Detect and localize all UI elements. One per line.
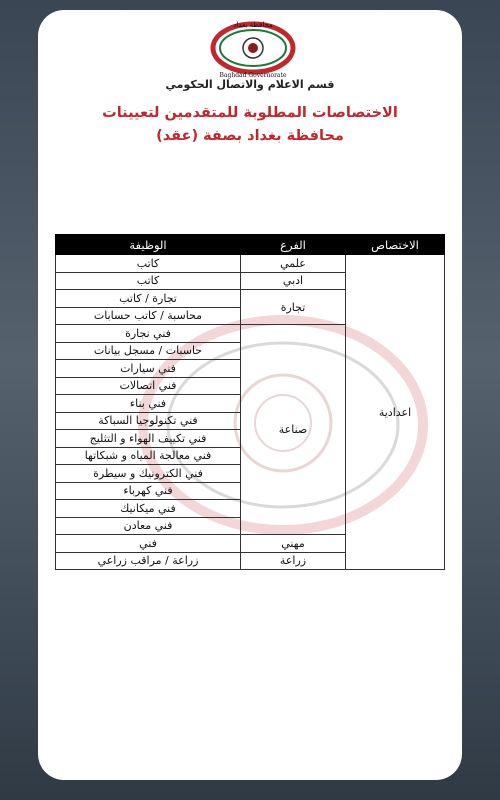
header-job: الوظيفة xyxy=(56,235,241,255)
branch-cell: ادبي xyxy=(241,272,346,290)
header-specialization: الاختصاص xyxy=(346,235,445,255)
job-cell: فني ميكانيك xyxy=(56,500,241,518)
job-cell: فني اتصالات xyxy=(56,377,241,395)
branch-cell: مهني xyxy=(241,535,346,553)
job-cell: فني بناء xyxy=(56,395,241,413)
job-cell: زراعة / مراقب زراعي xyxy=(56,552,241,570)
job-cell: فني سيارات xyxy=(56,360,241,378)
logo-arabic-text: محافظة بغداد xyxy=(233,21,273,29)
specializations-table xyxy=(55,234,445,570)
table-body xyxy=(56,255,445,570)
specialization-cell: اعدادية xyxy=(346,255,445,570)
job-cell: تجارة / كاتب xyxy=(56,290,241,308)
page-title-line2: محافظة بغداد بصفة (عقد) xyxy=(156,128,344,144)
job-cell: فني معادن xyxy=(56,517,241,535)
job-cell: محاسبة / كاتب حسابات xyxy=(56,307,241,325)
job-cell: فني معالجة المياه و شبكاتها xyxy=(56,447,241,465)
job-cell: فني تكنولوجيا السباكة xyxy=(56,412,241,430)
baghdad-governorate-logo xyxy=(208,18,298,80)
job-cell: فني كهرباء xyxy=(56,482,241,500)
job-cell: فني نجارة xyxy=(56,325,241,343)
job-cell: فني xyxy=(56,535,241,553)
branch-cell: تجارة xyxy=(241,290,346,325)
job-cell: كاتب xyxy=(56,272,241,290)
document-card xyxy=(38,10,462,780)
job-cell: كاتب xyxy=(56,255,241,273)
department-name: قسم الاعلام والاتصال الحكومي xyxy=(165,78,335,91)
branch-cell: زراعة xyxy=(241,552,346,570)
logo-english-text: Baghdad Governorate xyxy=(219,72,287,79)
job-cell: فني الكترونيك و سيطرة xyxy=(56,465,241,483)
branch-cell: علمي xyxy=(241,255,346,273)
table-row xyxy=(56,255,445,273)
header-branch: الفرع xyxy=(241,235,346,255)
page-title-line1: الاختصاصات المطلوبة للمتقدمين لتعيينات xyxy=(102,105,398,121)
table-header-row xyxy=(56,235,445,255)
job-cell: فني تكييف الهواء و التثليج xyxy=(56,430,241,448)
branch-cell: صناعة xyxy=(241,325,346,535)
job-cell: حاسبات / مسجل بيانات xyxy=(56,342,241,360)
